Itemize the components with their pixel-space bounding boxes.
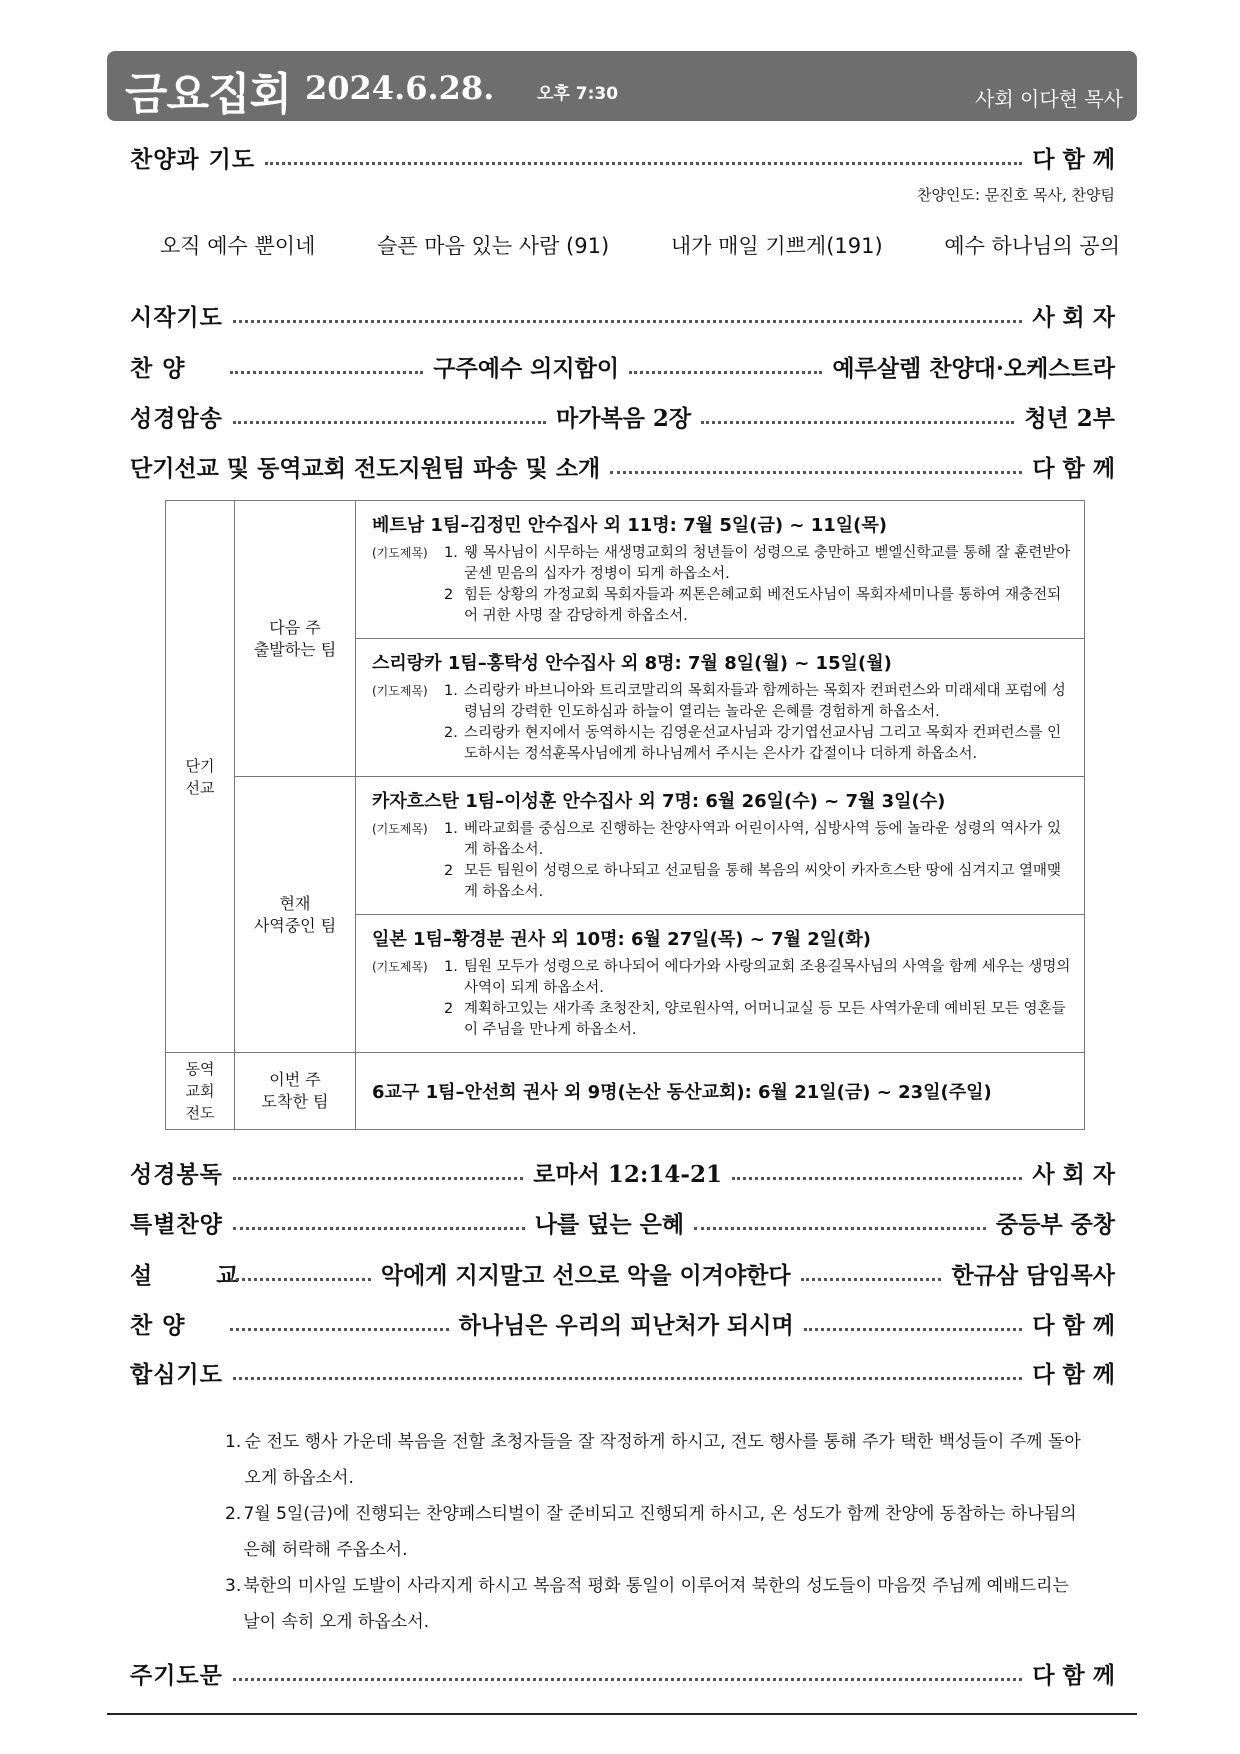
leader-dots	[233, 1223, 525, 1230]
leader-dots	[801, 1274, 942, 1281]
order-performer: 사 회 자	[1032, 303, 1115, 331]
prayer-text: 힘든 상황의 가정교회 목회자들과 찌톤은혜교회 베전도사님이 목회자세미나를 통하여 재충전되어 귀한 사명 잘 감당하게 하옵소서.	[464, 586, 1062, 624]
praise-leader-note: 찬양인도: 문진호 목사, 찬양팀	[916, 186, 1115, 204]
subgroup-current: 현재 사역중인 팀	[235, 777, 356, 1053]
order-label: 성경암송	[130, 404, 223, 432]
leader-dots	[804, 1324, 1023, 1331]
arrived-team: 6교구 1팀–안선희 권사 외 9명(논산 동산교회): 6월 21일(금) ~ 23일(주일)	[356, 1053, 1085, 1130]
prayer-text: 북한의 미사일 도발이 사라지게 하시고 복음적 평화 통일이 이루어져 북한의 성도들이 마음껏 주님께 예배드리는 날이 속히 오게 하옵소서.	[243, 1576, 1069, 1632]
leader-dots	[230, 367, 423, 374]
order-performer: 한규삼 담임목사	[951, 1261, 1116, 1289]
order-performer: 예루살렘 찬양대·오케스트라	[832, 354, 1115, 382]
leader-dots	[629, 367, 822, 374]
leader-dots	[230, 1324, 449, 1331]
order-performer: 사 회 자	[1032, 1160, 1116, 1188]
leader-dots	[233, 1674, 1022, 1681]
leader-dots	[610, 467, 1022, 474]
order-row-praise-prayer	[130, 137, 1115, 177]
bottom-divider	[107, 1713, 1137, 1715]
hymn-item: 예수 하나님의 공의	[944, 234, 1120, 258]
prayer-item	[372, 681, 1074, 723]
team-cell-srilanka	[356, 639, 1085, 777]
hymn-list	[160, 230, 1120, 260]
order-row-special-music	[130, 1202, 1115, 1242]
group-short-term-mission: 단기 선교	[166, 501, 235, 1053]
order-title: 나를 덮는 은혜	[534, 1210, 685, 1238]
order-row-sermon	[130, 1253, 1115, 1293]
leader-dots	[694, 1223, 986, 1230]
team-cell-japan	[356, 915, 1085, 1053]
order-row-mission-sending	[130, 446, 1115, 486]
leader-dots	[732, 1173, 1022, 1180]
header-bar	[107, 51, 1137, 121]
prayer-item	[372, 723, 1074, 765]
prayer-item	[372, 585, 1074, 627]
leader-dots	[230, 1274, 371, 1281]
team-title: 스리랑카 1팀–홍탁성 안수집사 외 8명: 7월 8일(월) ~ 15일(월)	[372, 652, 892, 674]
prayer-tag: (기도제목)	[372, 545, 428, 560]
leader-dots	[701, 417, 1014, 424]
subgroup-next-week: 다음 주 출발하는 팀	[235, 501, 356, 777]
prayer-number: 3.	[225, 1576, 242, 1596]
leader-dots	[233, 417, 546, 424]
order-label: 성경봉독	[130, 1160, 223, 1188]
hymn-item: 내가 매일 기쁘게(191)	[670, 234, 883, 258]
team-cell-kazakhstan	[356, 777, 1085, 915]
prayer-item	[372, 861, 1074, 903]
prayer-item	[372, 543, 1074, 585]
order-label: 찬 양	[130, 1311, 186, 1339]
prayer-tag: (기도제목)	[372, 821, 428, 836]
order-row-lords-prayer	[130, 1653, 1115, 1693]
order-performer: 다 함 께	[1032, 1661, 1115, 1689]
order-label: 합심기도	[130, 1360, 223, 1388]
prayer-number: 2	[444, 1000, 454, 1017]
leader-dots	[233, 1373, 1022, 1380]
team-cell-vietnam	[356, 501, 1085, 639]
service-leader: 사회 이다현 목사	[975, 87, 1123, 111]
prayer-text: 스리랑카 현지에서 동역하시는 김영운선교사님과 강기엽선교사님 그리고 목회자 컨퍼런스를 인도하시는 정석훈목사님에게 하나님께서 주시는 은사가 갑절이나 더하게 하옵소서.	[464, 724, 1062, 762]
order-label: 시작기도	[130, 303, 223, 331]
order-label: 찬양과 기도	[130, 145, 256, 173]
order-label: 찬 양	[130, 354, 186, 382]
prayer-text: 7월 5일(금)에 진행되는 찬양페스티벌이 잘 준비되고 진행되게 하시고, 온 성도가 함께 찬양에 동참하는 하나됨의 은혜 허락해 주옵소서.	[243, 1504, 1077, 1560]
order-label: 설 교	[130, 1261, 267, 1289]
prayer-text: 계획하고있는 새가족 초청잔치, 양로원사역, 어머니교실 등 모든 사역가운데 예비된 모든 영혼들이 주님을 만나게 하옵소서.	[464, 1000, 1066, 1038]
prayer-item	[225, 1568, 1085, 1640]
leader-dots	[265, 158, 1022, 165]
prayer-item	[372, 957, 1074, 999]
prayer-item	[372, 819, 1074, 861]
order-row-scripture-reading	[130, 1152, 1115, 1192]
order-label: 특별찬양	[130, 1210, 223, 1238]
order-performer: 다 함 께	[1032, 454, 1115, 482]
prayer-number: 2	[444, 862, 454, 879]
page-title: 금요집회	[125, 69, 292, 120]
prayer-item	[372, 999, 1074, 1041]
team-title: 일본 1팀–황경분 권사 외 10명: 6월 27일(목) ~ 7월 2일(화)	[372, 928, 871, 950]
order-row-scripture-recitation	[130, 396, 1115, 436]
team-title: 카자흐스탄 1팀–이성훈 안수집사 외 7명: 6월 26일(수) ~ 7월 3일(수)	[372, 790, 946, 812]
service-time: 오후 7:30	[537, 84, 619, 104]
order-label: 단기선교 및 동역교회 전도지원팀 파송 및 소개	[130, 454, 601, 482]
order-row-united-prayer	[130, 1352, 1115, 1392]
prayer-tag: (기도제목)	[372, 959, 428, 974]
prayer-text: 스리랑카 바브니아와 트리코말리의 목회자들과 함께하는 목회자 컨퍼런스와 미래세대 포럼에 성령님의 강력한 인도하심과 하늘이 열리는 놀라운 은혜를 경험하게 하옵소서.	[464, 682, 1066, 720]
subgroup-arrived: 이번 주 도착한 팀	[235, 1053, 356, 1130]
prayer-number: 1.	[444, 820, 458, 837]
hymn-item: 오직 예수 뿐이네	[160, 234, 316, 258]
order-row-closing-hymn	[130, 1303, 1115, 1343]
order-title: 로마서 12:14-21	[533, 1160, 722, 1188]
prayer-text: 팀원 모두가 성령으로 하나되어 에다가와 사랑의교회 조용길목사님의 사역을 함께 세우는 생명의 사역이 되게 하옵소서.	[464, 958, 1071, 996]
service-date: 2024.6.28.	[305, 69, 495, 107]
group-partner-church: 동역 교회 전도	[166, 1053, 235, 1130]
leader-dots	[233, 1173, 523, 1180]
prayer-item	[225, 1496, 1085, 1568]
prayer-number: 1.	[444, 544, 458, 561]
order-title: 악에게 지지말고 선으로 악을 이겨야한다	[380, 1261, 791, 1289]
order-performer: 다 함 께	[1032, 145, 1115, 173]
prayer-number: 1.	[444, 958, 458, 975]
order-row-hymn	[130, 346, 1115, 386]
hymn-item: 슬픈 마음 있는 사람 (91)	[377, 234, 610, 258]
prayer-item	[225, 1424, 1085, 1496]
order-performer: 다 함 께	[1032, 1360, 1115, 1388]
leader-dots	[233, 316, 1022, 323]
prayer-tag: (기도제목)	[372, 683, 428, 698]
prayer-number: 2.	[225, 1504, 242, 1524]
order-performer: 중등부 중창	[995, 1210, 1115, 1238]
order-title: 구주예수 의지함이	[433, 354, 620, 382]
order-performer: 다 함 께	[1032, 1311, 1115, 1339]
prayer-text: 베라교회를 중심으로 진행하는 찬양사역과 어린이사역, 심방사역 등에 놀라운 성령의 역사가 있게 하옵소서.	[464, 820, 1061, 858]
order-label: 주기도문	[130, 1661, 223, 1689]
mission-table	[165, 500, 1085, 1130]
order-row-opening-prayer	[130, 295, 1115, 335]
order-title: 하나님은 우리의 피난처가 되시며	[458, 1311, 794, 1339]
team-title: 베트남 1팀–김정민 안수집사 외 11명: 7월 5일(금) ~ 11일(목)	[372, 514, 887, 536]
prayer-text: 웽 목사님이 시무하는 새생명교회의 청년들이 성령으로 충만하고 벧엘신학교를 통해 잘 훈련받아 굳센 믿음의 십자가 정병이 되게 하옵소서.	[464, 544, 1071, 582]
prayer-number: 2	[444, 586, 454, 603]
united-prayer-list	[225, 1424, 1085, 1640]
prayer-number: 1.	[444, 682, 458, 699]
order-performer: 청년 2부	[1024, 404, 1115, 432]
prayer-number: 2.	[444, 724, 458, 741]
prayer-number: 1.	[225, 1432, 242, 1452]
prayer-text: 순 전도 행사 가운데 복음을 전할 초청자들을 잘 작정하게 하시고, 전도 행사를 통해 주가 택한 백성들이 주께 돌아오게 하옵소서.	[244, 1432, 1081, 1488]
prayer-text: 모든 팀원이 성령으로 하나되고 선교팀을 통해 복음의 씨앗이 카자흐스탄 땅에 심겨지고 열매맺게 하옵소서.	[464, 862, 1061, 900]
order-title: 마가복음 2장	[556, 404, 692, 432]
